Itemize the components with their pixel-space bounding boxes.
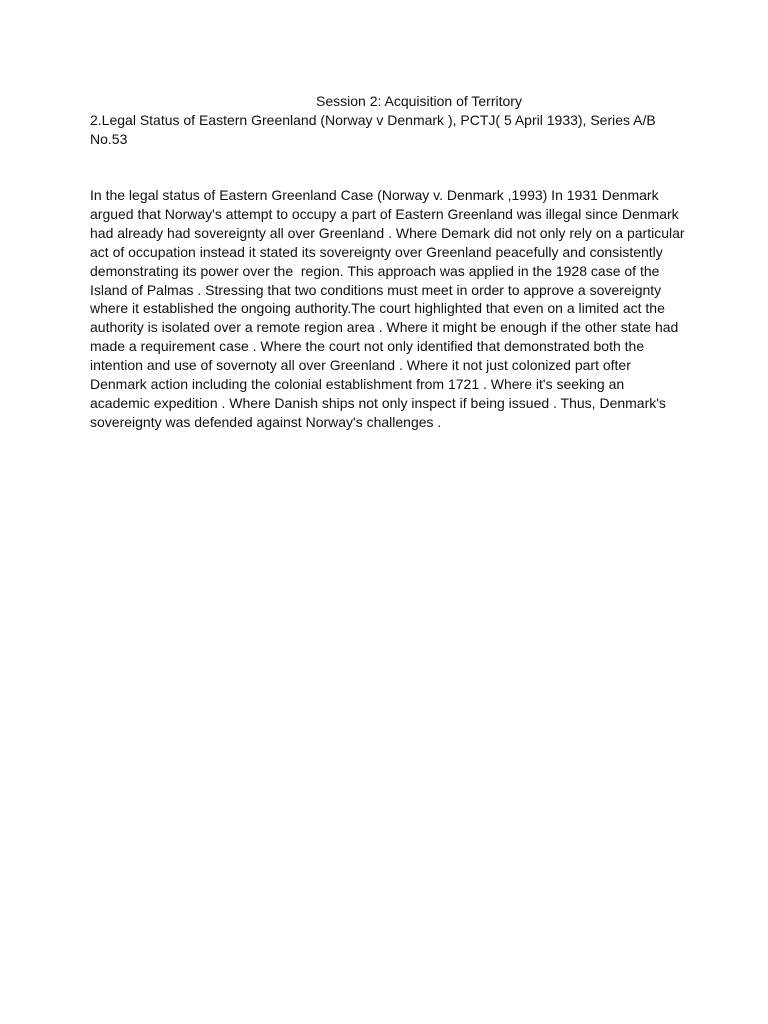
body-paragraph: [90, 186, 690, 432]
paragraph-line: where it established the ongoing authority.The court highlighted that even on a limited act the: [90, 300, 665, 317]
paragraph-line: academic expedition . Where Danish ships not only inspect if being issued . Thus, Denmark's: [90, 394, 666, 411]
paragraph-line: had already had sovereignty all over Greenland . Where Demark did not only rely on a particular: [90, 224, 685, 241]
paragraph-line: authority is isolated over a remote region area . Where it might be enough if the other state had: [90, 319, 679, 336]
paragraph-line: Island of Palmas . Stressing that two conditions must meet in order to approve a sovereignty: [90, 281, 662, 298]
case-heading-line: 2.Legal Status of Eastern Greenland (Norway v Denmark ), PCTJ( 5 April 1933), Series A/B: [90, 112, 656, 128]
paragraph-line: sovereignty was defended against Norway's challenges .: [90, 413, 442, 430]
paragraph-line: In the legal status of Eastern Greenland Case (Norway v. Denmark ,1993) In 1931 Denmark: [90, 187, 659, 203]
session-title: Session 2: Acquisition of Territory: [316, 93, 522, 109]
paragraph-line: intention and use of sovernoty all over Greenland . Where it not just colonized part ofter: [90, 357, 631, 374]
paragraph-line: Denmark action including the colonial establishment from 1721 . Where it's seeking an: [90, 376, 625, 393]
paragraph-line: demonstrating its power over the region. This approach was applied in the 1928 case of the: [90, 262, 660, 279]
case-heading: [90, 111, 690, 149]
paragraph-line: made a requirement case . Where the court not only identified that demonstrated both the: [90, 338, 645, 355]
case-heading-line: No.53: [90, 131, 128, 147]
paragraph-line: act of occupation instead it stated its sovereignty over Greenland peacefully and consistently: [90, 243, 663, 260]
paragraph-line: argued that Norway's attempt to occupy a part of Eastern Greenland was illegal since Denmark: [90, 205, 679, 222]
